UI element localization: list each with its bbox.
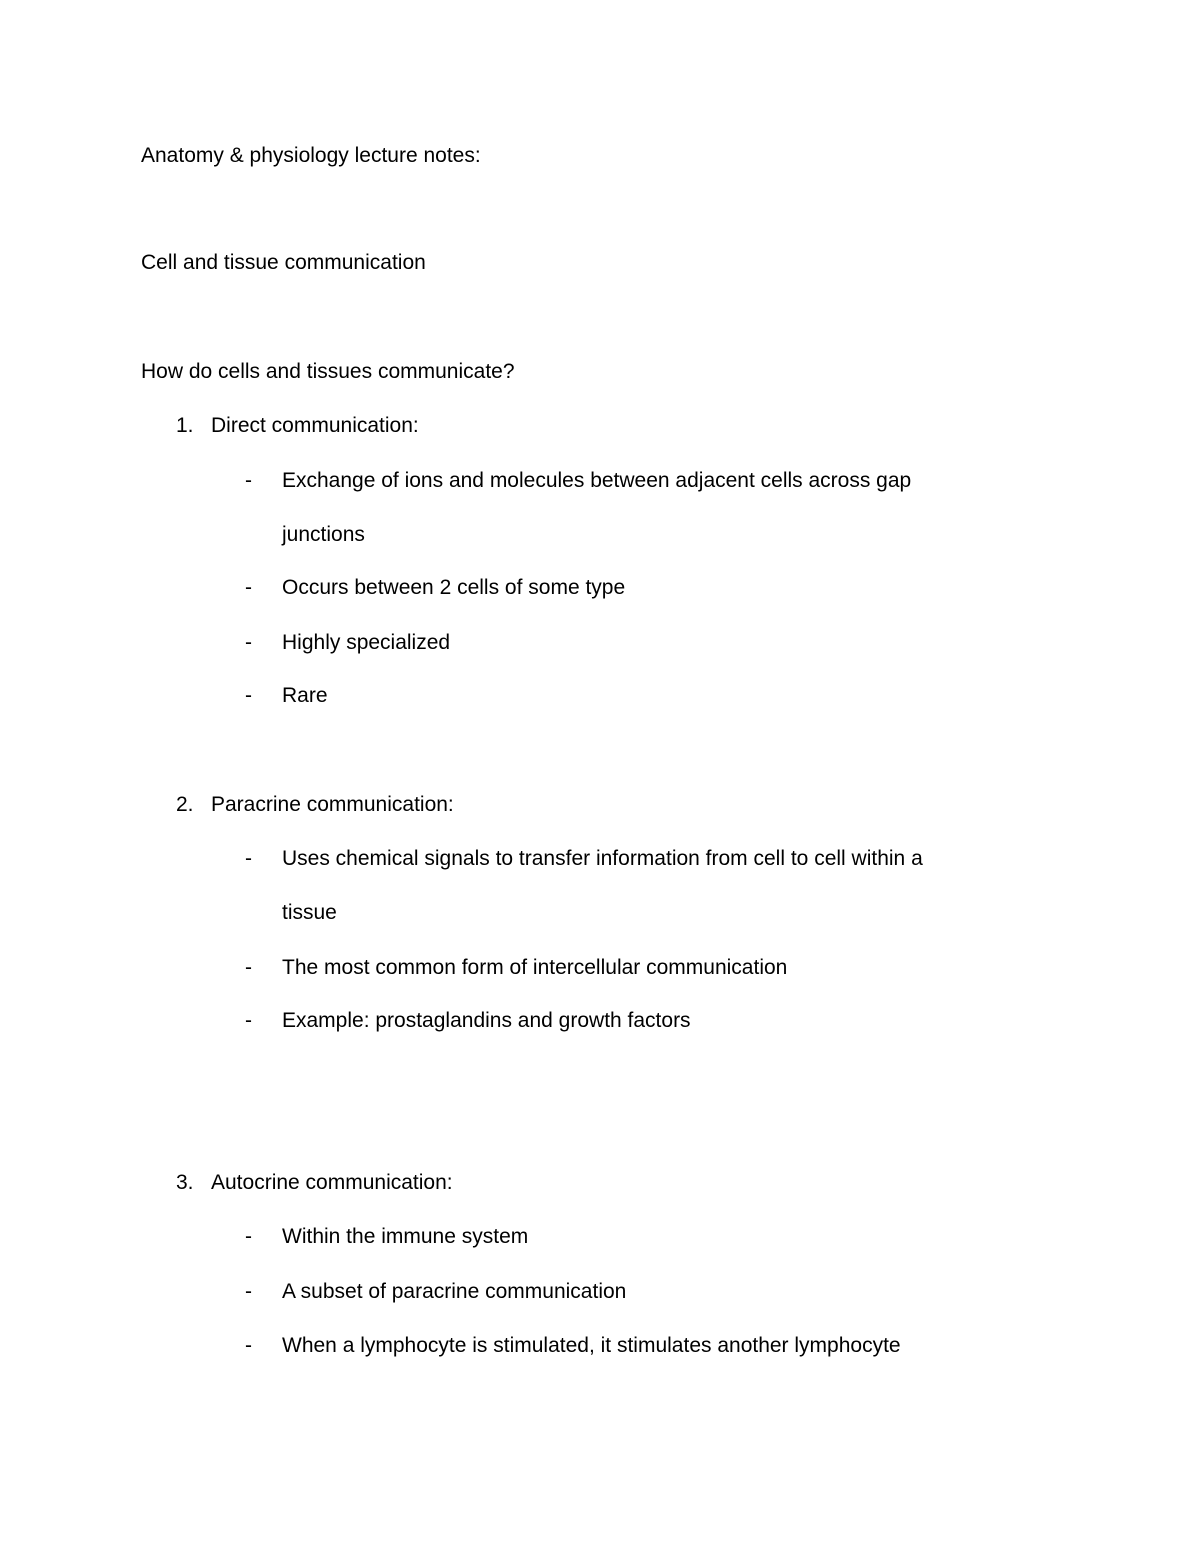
bullet-dash: - — [245, 1009, 252, 1032]
bullet-text: A subset of paracrine communication — [282, 1280, 627, 1303]
bullet-dash: - — [245, 1334, 252, 1357]
bullet-text: Occurs between 2 cells of some type — [282, 576, 626, 599]
bullet-text: Rare — [282, 684, 328, 707]
bullet-text: Exchange of ions and molecules between adjacent cells across gap — [282, 469, 912, 492]
bullet-dash: - — [245, 1225, 252, 1248]
bullet-text-continued: tissue — [282, 901, 337, 924]
bullet-dash: - — [245, 1280, 252, 1303]
bullet-dash: - — [245, 684, 252, 707]
document-heading: Anatomy & physiology lecture notes: — [141, 144, 481, 167]
bullet-text: Example: prostaglandins and growth factors — [282, 1009, 691, 1032]
bullet-text-continued: junctions — [282, 523, 365, 546]
bullet-dash: - — [245, 576, 252, 599]
question-text: How do cells and tissues communicate? — [141, 360, 515, 383]
section-number: 1. — [176, 414, 194, 437]
topic-title: Cell and tissue communication — [141, 251, 426, 274]
bullet-text: Highly specialized — [282, 631, 451, 654]
bullet-dash: - — [245, 631, 252, 654]
bullet-dash: - — [245, 469, 252, 492]
section-number: 3. — [176, 1171, 194, 1194]
bullet-dash: - — [245, 847, 252, 870]
section-number: 2. — [176, 793, 194, 816]
section-title: Direct communication: — [211, 414, 419, 437]
bullet-text: The most common form of intercellular communication — [282, 956, 788, 979]
bullet-text: When a lymphocyte is stimulated, it stimulates another lymphocyte — [282, 1334, 901, 1357]
section-title: Autocrine communication: — [211, 1171, 453, 1194]
bullet-text: Uses chemical signals to transfer information from cell to cell within a — [282, 847, 923, 870]
bullet-text: Within the immune system — [282, 1225, 529, 1248]
section-title: Paracrine communication: — [211, 793, 454, 816]
bullet-dash: - — [245, 956, 252, 979]
